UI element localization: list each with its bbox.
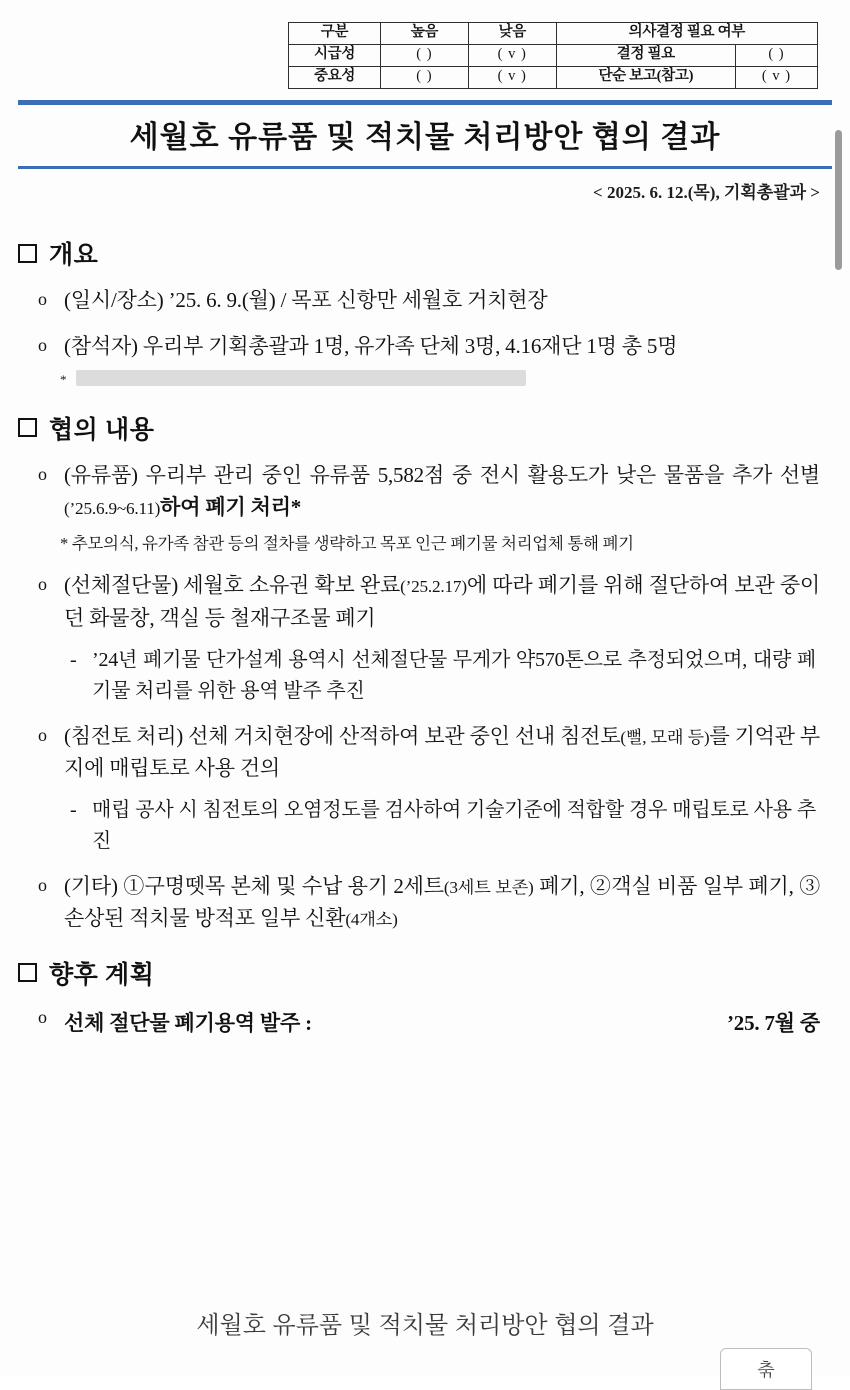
cell-header-decision: 의사결정 필요 여부 [556,23,817,45]
dash-bullet-icon: - [70,648,77,671]
document-meta: < 2025. 6. 12.(목), 기획총괄과 > [593,183,820,202]
overview-attendees: (참석자) 우리부 기획총괄과 1명, 유가족 단체 3명, 4.16재단 1명 총 5명 [64,333,678,358]
discussion-sediment-tail: 를 기억관 부지에 매립토로 사용 건의 [64,723,820,781]
section-heading-plan [18,955,850,991]
discussion-belongings-note [60,532,816,557]
table-row [289,44,818,66]
download-button[interactable] [720,1348,812,1390]
circle-bullet-icon: o [38,463,47,484]
square-bullet-icon [18,963,37,982]
list-item [38,330,820,363]
plan-due-date: ’25. 7월 중 [726,1010,820,1035]
note-text: * 추모의식, 유가족 참관 등의 절차를 생략하고 목포 인근 폐기물 처리업체 통해 폐기 [60,533,634,553]
discussion-hullcut-main: (선체절단물) 세월호 소유권 확보 완료 [64,573,401,598]
cell-urgency-high: ( ) [381,44,469,66]
list-item [38,720,820,785]
discussion-sediment-paren: (뻘, 모래 등) [620,727,710,747]
overview-datetime-location: (일시/장소) ’25. 6. 9.(월) / 목포 신항만 세월호 거치현장 [64,288,548,312]
page-title: 세월호 유류품 및 적치물 처리방안 협의 결과 [129,121,721,154]
list-item [70,795,816,857]
cell-importance-label: 중요성 [289,66,381,88]
list-item [38,870,820,935]
section-heading-label: 향후 계획 [49,961,155,989]
cell-decision-required-label: 결정 필요 [556,44,735,66]
list-item [70,645,816,707]
discussion-hullcut-date: (’25.2.17) [400,577,467,597]
discussion-sediment-main: (침전토 처리) 선체 거치현장에 산적하여 보관 중인 선내 침전토 [64,723,621,748]
section-heading-label: 협의 내용 [49,416,155,444]
caption-text: 세월호 유류품 및 적치물 처리방안 협의 결과 [196,1312,654,1339]
cell-report-only-label: 단순 보고(참고) [556,66,735,88]
classification-table [288,22,818,89]
discussion-etc-tail: 폐기, ②객실 비품 일부 폐기, ③손상된 적치물 방적포 일부 신환 [64,873,821,931]
asterisk-bullet-icon: * [60,372,67,388]
viewer-caption [0,1305,850,1340]
circle-bullet-icon: o [38,334,47,355]
section-heading-discussion [18,410,850,446]
cell-importance-high: ( ) [381,66,469,88]
scrollbar-thumb[interactable] [835,130,842,270]
redaction-block [76,370,526,386]
discussion-belongings-date: (’25.6.9~6.11) [64,499,161,519]
title-rule-top [18,100,832,105]
list-item [38,569,820,634]
cell-decision-required-mark: ( ) [735,44,817,66]
title-rule-bottom [18,166,832,169]
download-icon: 춖 [757,1360,775,1380]
overview-redacted-note [60,370,816,390]
discussion-sediment-sub: 매립 공사 시 침전토의 오염정도를 검사하여 기술기준에 적합할 경우 매립토로 사용 추진 [92,798,816,852]
plan-item [38,1007,820,1037]
table-row [289,66,818,88]
circle-bullet-icon: o [38,574,47,595]
table-row [289,23,818,45]
discussion-belongings-main: (유류품) 우리부 관리 중인 유류품 5,582점 중 전시 활용도가 낮은 물품을 추가 선별 [64,462,820,487]
discussion-hullcut-sub: ’24년 폐기물 단가설계 용역시 선체절단물 무게가 약570톤으로 추정되었으며, 대량 폐기물 처리를 위한 용역 발주 추진 [92,648,816,702]
discussion-etc-paren: (3세트 보존) [443,877,534,897]
discussion-belongings-tail: 하여 폐기 처리* [160,495,302,520]
cell-importance-low: ( v ) [468,66,556,88]
scrollbar-track[interactable] [839,0,846,1290]
list-item [38,459,820,524]
cell-report-only-mark: ( v ) [735,66,817,88]
discussion-hullcut-tail: 에 따라 폐기를 위해 절단하여 보관 중이던 화물창, 객실 등 철재구조물 폐기 [64,573,820,630]
discussion-etc-paren2: (4개소) [345,910,398,930]
circle-bullet-icon: o [38,1006,47,1027]
square-bullet-icon [18,244,37,263]
circle-bullet-icon: o [38,289,47,309]
document-body [0,215,850,1037]
circle-bullet-icon: o [38,724,47,745]
section-heading-label: 개요 [49,242,99,269]
plan-text: 선체 절단물 폐기용역 발주 : [64,1010,312,1035]
section-heading-overview [18,235,850,271]
list-item [38,284,820,317]
cell-urgency-low: ( v ) [468,44,556,66]
cell-header-high: 높음 [381,23,469,45]
square-bullet-icon [18,418,37,437]
circle-bullet-icon: o [38,874,47,895]
discussion-etc-main: (기타) ①구명뗏목 본체 및 수납 용기 2세트 [64,873,444,898]
cell-header-low: 낮음 [468,23,556,45]
cell-header-category: 구분 [289,23,381,45]
cell-urgency-label: 시급성 [289,44,381,66]
dash-bullet-icon: - [70,798,77,821]
